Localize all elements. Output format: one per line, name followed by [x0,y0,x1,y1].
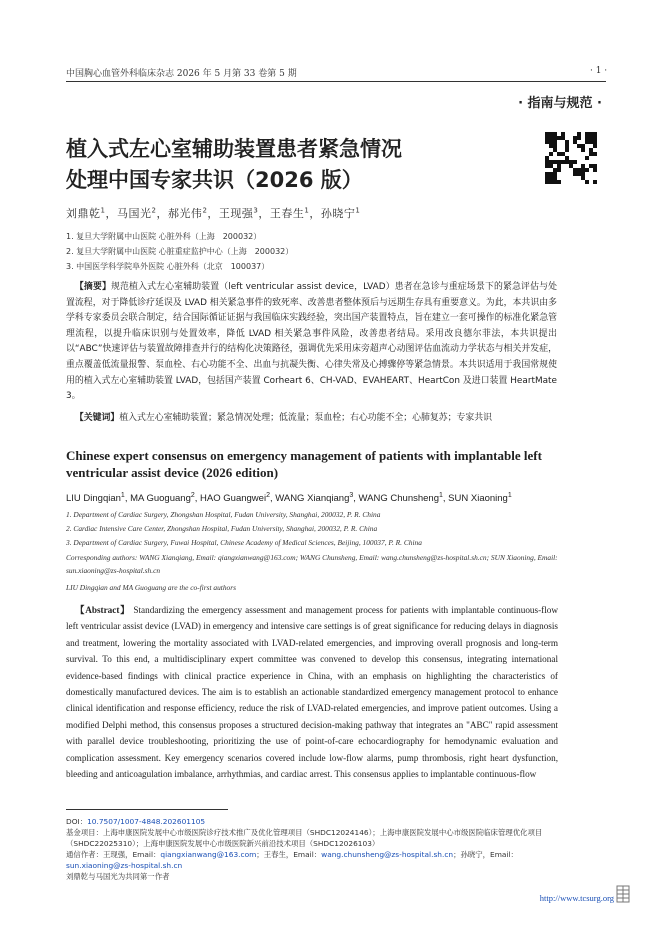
affiliation-cn-3: 3. 中国医学科学院阜外医院 心脏外科（北京 100037） [66,262,270,271]
author-en-name: HAO Guangwei [200,493,267,505]
title-line-2: 处理中国专家共识（2026 版） [66,168,363,192]
author-en-affiliation-sup: 2 [266,492,270,499]
abstract-cn [66,280,557,405]
authors-en: LIU Dingqian$^1$, MA Guoguang$^2$, HAO Guangwei$^2$, WANG Xianqiang$^3$, WANG Chunsheng$^1$, SUN Xiaoning$^1$ [66,492,512,505]
keywords-cn-text: 植入式左心室辅助装置；紧急情况处理；低流量；泵血栓；右心功能不全；心肺复苏；专家共识 [119,413,493,423]
journal-header: 中国胸心血管外科临床杂志 2026 年 5 月第 33 卷第 5 期 [66,69,297,79]
cofirst-authors-en: LIU Dingqian and MA Guoguang are the co-first authors [66,583,236,592]
affiliation-en-3: 3. Department of Cardiac Surgery, Fuwai Hospital, Chinese Academy of Medical Sciences, Beijing, 100037, P. R. China [66,538,422,547]
corr-mid: ；王春生，Email： [256,850,322,859]
author-cn-name: 王现强 [218,207,254,220]
fund-note: 基金项目：上海申康医院发展中心市级医院诊疗技术推广及优化管理项目（SHDC12024146）；上海申康医院发展中心市级医院临床管理优化项目（SHDC22025310）；上海申康医院发展中心市级医院新兴前沿技术项目（SHDC12026103） [66,828,543,848]
header-rule [66,81,606,82]
corr-email-1[interactable]: qiangxianwang@163.com [160,850,257,859]
qr-code-icon[interactable] [545,132,597,184]
abstract-en-text: Standardizing the emergency assessment and management process for patients with implantable continuous-flow left ventricular assist device (LVAD) in emergency and intensive care settings is of great significance for reducing delays in diagnosis and treatment, lowering the mortality associated with LVAD-related emergencies, and improving overall prognosis and long-term survival. To this end, a multidisciplinary expert committee was convened to develop this consensus, integrating international evidence-based findings with clinical practice experience in China, with an emphasis on highlighting the characteristics of domestically manufactured devices. The aim is to establish an actionable standardized emergency management protocol to enhance clinical identification and response efficiency, reduce the risk of LVAD-related emergencies, and improve patient outcomes. Using a modified Delphi method, this consensus proposes a structured decision-making pathway that integrates an "ABC" rapid assessment with parallel device troubleshooting, prioritizing the use of point-of-care echocardiography for hemodynamic evaluation and complication assessment. Key emergency scenarios covered include low-flow alarms, pump thrombosis, right heart dysfunction, bleeding and anticoagulation imbalance, arrhythmias, and cardiac arrest. This consensus applies to implantable continuous-flow [66,605,558,780]
title-line-1: 植入式左心室辅助装置患者紧急情况 [66,137,402,161]
author-cn-affiliation-sup: 1 [355,206,361,215]
author-cn-name: 孙晓宁 [320,207,356,220]
author-en-name: LIU Dingqian [66,493,121,505]
keywords-cn-label: 【关键词】 [74,413,120,423]
author-en-name: WANG Chunsheng [358,493,439,505]
author-cn-affiliation-sup: 2 [151,206,157,215]
keywords-cn [66,411,557,427]
doi-label: DOI： [66,817,88,826]
corresponding-authors-en: Corresponding authors: WANG Xianqiang, Email: qiangxianwang@163.com; WANG Chunsheng, Email: wang.chunsheng@zs-hospital.sh.cn; SUN Xiaoning, Email: sun.xiaoning@zs-hospital.sh.cn [66,553,558,575]
section-label: · 指南与规范 · [518,96,602,111]
author-cn-affiliation-sup: 1 [100,206,106,215]
author-en-affiliation-sup: 2 [190,492,195,499]
author-en-affiliation-sup: 1 [507,492,512,499]
affiliation-cn-2: 2. 复旦大学附属中山医院 心脏重症监护中心（上海 200032） [66,247,294,256]
abstract-en [66,602,558,782]
author-cn-affiliation-sup: 3 [253,206,259,215]
author-cn-affiliation-sup: 2 [202,206,208,215]
affiliation-en-1: 1. Department of Cardiac Surgery, Zhongshan Hospital, Fudan University, Shanghai, 200032, P. R. China [66,510,381,519]
corr-email-3[interactable]: sun.xiaoning@zs-hospital.sh.cn [66,861,183,870]
cofirst-note-cn: 刘鼎乾与马国光为共同第一作者 [66,872,170,881]
authors-cn: 刘鼎乾$^1$，马国光$^2$，郝光伟$^2$，王现强$^3$，王春生$^1$，孙晓宁$^1$ [66,206,361,220]
author-cn-name: 王春生 [269,207,305,220]
author-en-name: MA Guoguang [130,493,191,505]
doi-line [66,816,571,827]
corr-tail: ；孙晓宁，Email： [453,850,518,859]
footer-url-link[interactable]: http://www.tcsurg.org [539,893,614,903]
footnote-rule [66,809,228,810]
doi-link[interactable]: 10.7507/1007-4848.202601105 [87,817,206,826]
author-cn-name: 马国光 [116,207,152,220]
abstract-cn-label: 【摘要】 [74,282,111,292]
page-number: · 1 · [590,66,608,76]
journal-logo-icon [616,885,630,903]
article-title-cn [66,134,496,196]
corresponding-note-cn [66,849,571,871]
affiliation-en-2: 2. Cardiac Intensive Care Center, Zhongshan Hospital, Fudan University, Shanghai, 200032, P. R. China [66,524,378,533]
affiliation-cn-1: 1. 复旦大学附属中山医院 心脏外科（上海 200032） [66,232,262,241]
author-en-affiliation-sup: 1 [438,492,443,499]
corr-email-2[interactable]: wang.chunsheng@zs-hospital.sh.cn [321,850,454,859]
author-en-affiliation-sup: 3 [349,492,354,499]
corr-prefix: 通信作者：王现强，Email： [66,850,161,859]
author-en-name: SUN Xiaoning [448,493,508,505]
abstract-en-label: 【Abstract】 [75,605,131,615]
article-title-en: Chinese expert consensus on emergency management of patients with implantable left ventricular assist device (2026 edition) [66,448,542,480]
author-cn-name: 郝光伟 [167,207,203,220]
author-en-affiliation-sup: 1 [120,492,125,499]
author-cn-name: 刘鼎乾 [66,207,101,220]
author-cn-affiliation-sup: 1 [304,206,310,215]
abstract-cn-text: 规范植入式左心室辅助装置（left ventricular assist device，LVAD）患者在急诊与重症场景下的紧急评估与处置流程，对于降低诊疗延误及 LVAD 相关紧急事件的致死率、改善患者整体预后与远期生存具有重要意义。为此，本共识由多学科专家委员会联合制定，结合国际循证证据与我国临床实践经验，突出国产装置特点，旨在建立一套可操作的标准化紧急管理流程，以提升临床识别与处置效率，降低 LVAD 相关紧急事件风险，改善患者结局。采用改良德尔菲法，本共识提出以“ABC”快速评估与装置故障排查并行的结构化决策路径，强调优先采用床旁超声心动图评估血流动力学状态与相关并发症，重点覆盖低流量报警、泵血栓、右心功能不全、出血与抗凝失衡、心律失常及心搏骤停等紧急情景。本共识适用于我国常规使用的植入式左心室辅助装置 LVAD，包括国产装置 Corheart 6、CH-VAD、EVAHEART、HeartCon 及进口装置 HeartMate 3。 [66,282,558,402]
author-en-name: WANG Xianqiang [275,493,350,505]
